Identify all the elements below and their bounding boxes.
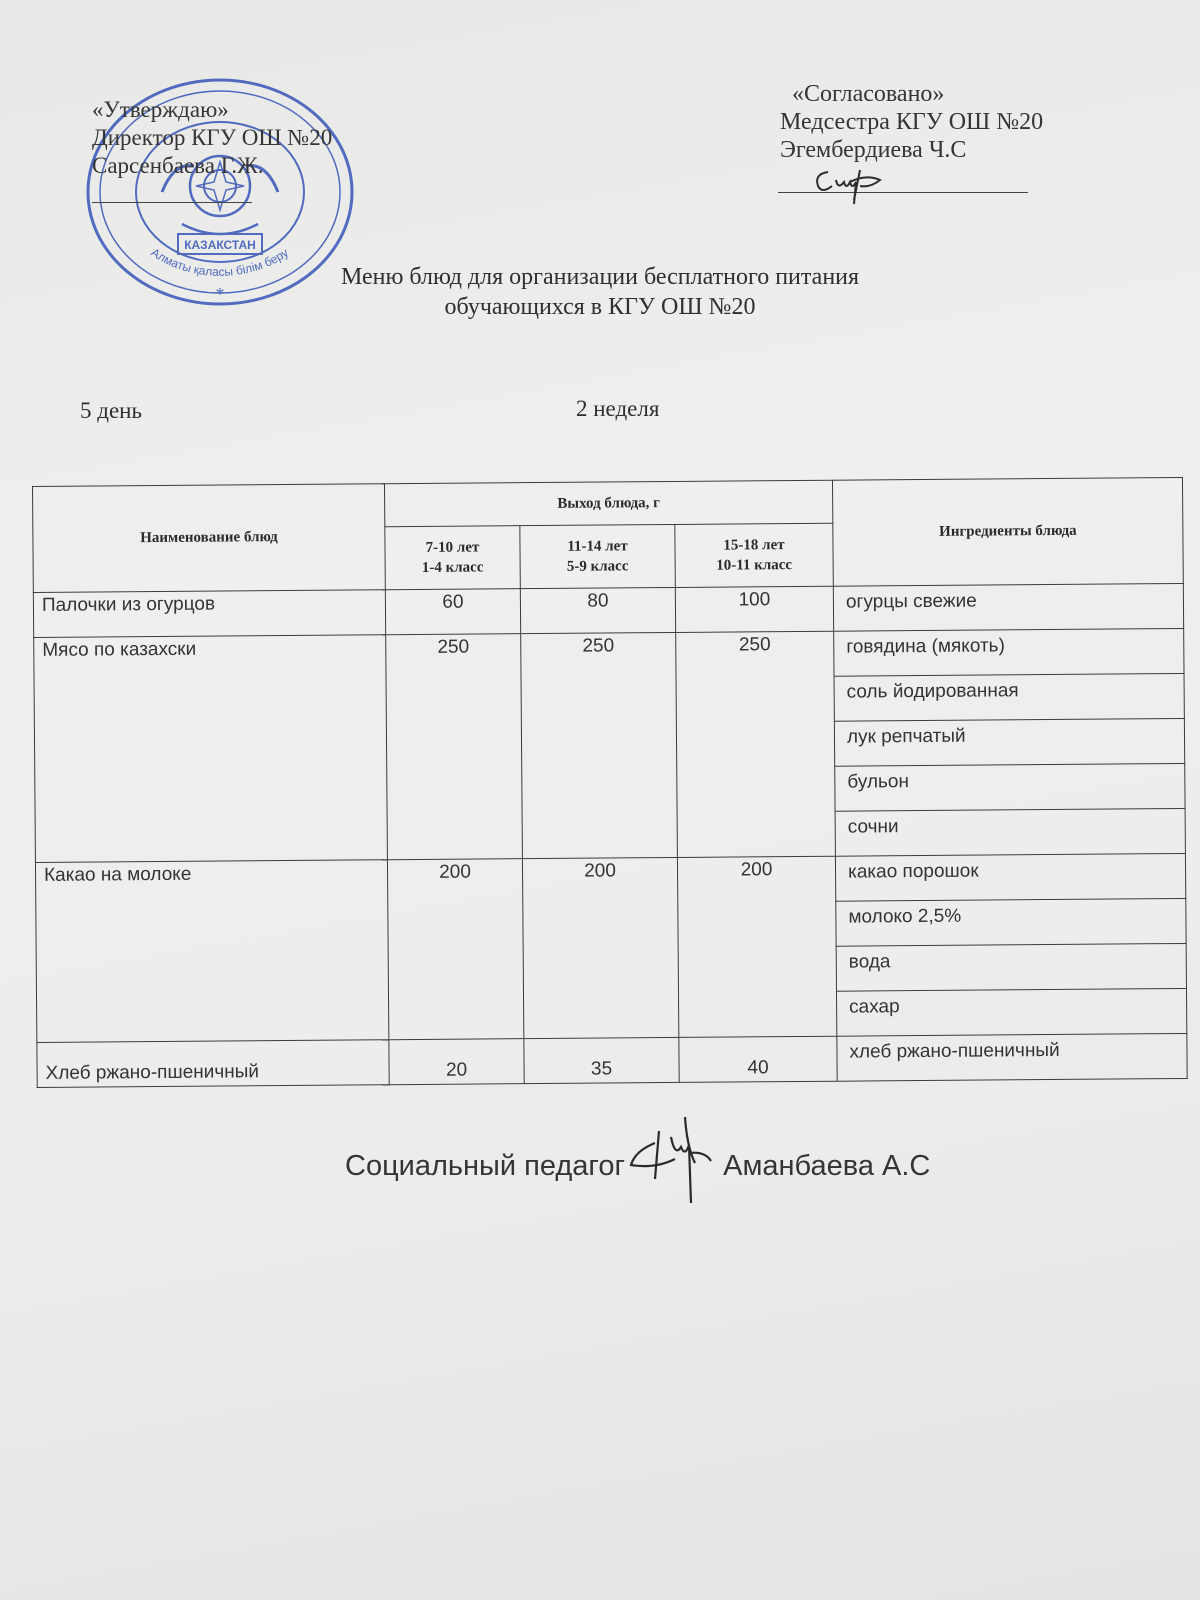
social-teacher-signature-area <box>625 1155 715 1175</box>
age-group-3-grades: 10-11 класс <box>716 557 793 574</box>
dish-output-11-14: 250 <box>521 632 678 858</box>
dish-output-15-18: 200 <box>677 856 836 1037</box>
seal-country-text: КАЗАКСТАН <box>184 238 256 252</box>
age-group-3-years: 15-18 лет <box>723 537 785 554</box>
table-header-row <box>33 477 1183 529</box>
dish-name: Мясо по казахски <box>34 635 388 863</box>
age-group-2-grades: 5-9 класс <box>566 558 629 575</box>
dish-output-7-10: 20 <box>389 1039 524 1085</box>
seal-star-icon: * <box>215 284 225 304</box>
agreement-label: «Согласовано» <box>792 81 945 107</box>
dish-output-7-10: 250 <box>386 634 523 860</box>
ingredient-cell: соль йодированная <box>834 673 1184 721</box>
dish-name: Палочки из огурцов <box>33 590 385 638</box>
dish-output-15-18: 250 <box>676 631 836 857</box>
dish-output-11-14: 80 <box>520 587 675 633</box>
agreement-position: Медсестра КГУ ОШ №20 <box>780 109 1044 135</box>
header-age-group-2 <box>520 524 675 588</box>
ingredient-cell: вода <box>836 943 1186 991</box>
table-row <box>37 1033 1187 1087</box>
header-ingredients: Ингредиенты блюда <box>832 477 1183 586</box>
ingredient-cell: говядина (мякоть) <box>834 628 1184 676</box>
ingredient-cell: бульон <box>835 763 1185 811</box>
ingredient-cell: сочни <box>835 808 1185 856</box>
title-line-2: обучающихся в КГУ ОШ №20 <box>444 294 756 320</box>
document-title <box>230 262 970 322</box>
menu-day: 5 день <box>80 398 142 423</box>
menu-week: 2 неделя <box>576 396 660 421</box>
agreement-block <box>780 80 1043 204</box>
dish-output-11-14: 200 <box>522 857 678 1038</box>
approval-name: Сарсенбаева Г.Ж. <box>92 153 264 178</box>
seal-ring-text-path: Алматы қаласы білім беру <box>148 245 291 279</box>
agreement-name: Эгембердиева Ч.С <box>780 137 967 163</box>
age-group-1-grades: 1-4 класс <box>421 559 484 576</box>
ingredient-cell: сахар <box>836 988 1186 1036</box>
dish-output-7-10: 60 <box>385 589 520 635</box>
dish-output-11-14: 35 <box>524 1037 679 1083</box>
age-group-2-years: 11-14 лет <box>567 538 628 555</box>
title-line-1: Меню блюд для организации бесплатного питания <box>340 264 860 290</box>
dish-name: Какао на молоке <box>35 860 388 1043</box>
ingredient-cell: какао порошок <box>835 853 1185 901</box>
approval-block <box>92 96 332 210</box>
approval-signature-line <box>92 180 332 210</box>
footer-name: Аманбаева А.С <box>723 1150 931 1182</box>
social-teacher-signature-icon <box>625 1107 715 1207</box>
ingredient-cell: хлеб ржано-пшеничный <box>837 1033 1187 1081</box>
dish-output-7-10: 200 <box>387 859 523 1040</box>
menu-table <box>32 477 1188 1088</box>
ingredient-cell: молоко 2,5% <box>836 898 1186 946</box>
dish-output-15-18: 40 <box>679 1036 837 1082</box>
dish-output-15-18: 100 <box>675 586 833 632</box>
header-age-group-1 <box>385 526 520 590</box>
header-output: Выход блюда, г <box>384 480 832 527</box>
nurse-signature-icon <box>810 160 900 206</box>
footer-signature-block <box>345 1150 930 1183</box>
dish-name: Хлеб ржано-пшеничный <box>37 1040 389 1088</box>
ingredient-cell: огурцы свежие <box>833 583 1183 631</box>
agreement-signature-row <box>780 164 1043 204</box>
header-dish-name: Наименование блюд <box>33 484 386 593</box>
footer-role: Социальный педагог <box>345 1150 626 1182</box>
header-age-group-3 <box>675 523 833 587</box>
ingredient-cell: лук репчатый <box>834 718 1184 766</box>
approval-position: Директор КГУ ОШ №20 <box>92 125 333 150</box>
menu-table-wrapper <box>32 477 1187 1088</box>
age-group-1-years: 7-10 лет <box>425 539 480 556</box>
approval-label: «Утверждаю» <box>92 97 229 122</box>
